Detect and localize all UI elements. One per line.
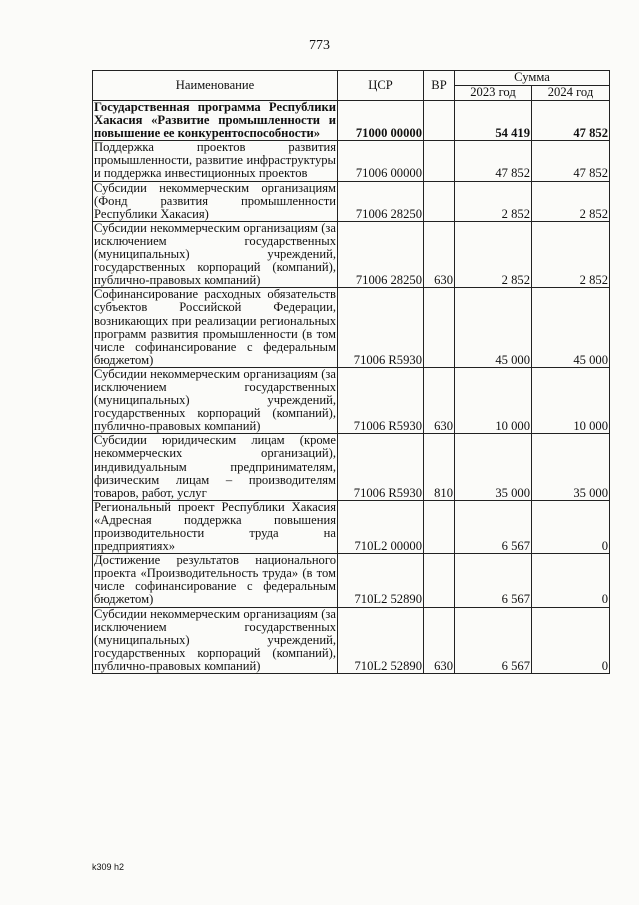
- table-row: [93, 221, 610, 287]
- row-name: Субсидии некоммерческим организациям (за исключением государственных (муниципальных) учреждений, государственных корпораций (компаний), публично-правовых компаний): [94, 366, 336, 434]
- row-csr: 710L2 52890: [338, 554, 424, 607]
- row-sum-2023: 6 567: [455, 554, 532, 607]
- table-body: [93, 101, 610, 674]
- row-sum-2023: 2 852: [455, 181, 532, 221]
- row-name: Государственная программа Республики Хакасия «Развитие промышленности и повышение ее конкурентоспособности»: [94, 100, 336, 141]
- row-csr: 71000 00000: [338, 101, 424, 141]
- row-csr: 71006 00000: [338, 141, 424, 181]
- row-sum-2023: 6 567: [455, 607, 532, 673]
- page-number: 773: [309, 38, 330, 53]
- row-sum-2024: 0: [532, 607, 610, 673]
- row-sum-2024: 45 000: [532, 288, 610, 368]
- row-vr: [424, 101, 455, 141]
- header-year-2023: 2023 год: [455, 86, 532, 101]
- table-row: [93, 367, 610, 433]
- row-csr: 71006 R5930: [338, 288, 424, 368]
- row-sum-2023: 6 567: [455, 500, 532, 553]
- footer-code: k309 h2: [92, 862, 125, 872]
- row-vr: [424, 554, 455, 607]
- row-csr: 71006 R5930: [338, 367, 424, 433]
- row-vr: [424, 141, 455, 181]
- row-vr: 630: [424, 607, 455, 673]
- row-name: Субсидии юридическим лицам (кроме некоммерческих организаций), индивидуальным предпринимателям, физическим лицам – производителям товаров, работ, услуг: [94, 433, 336, 500]
- table-row: [93, 434, 610, 500]
- row-sum-2024: 47 852: [532, 101, 610, 141]
- row-csr: 71006 R5930: [338, 434, 424, 500]
- row-sum-2024: 35 000: [532, 434, 610, 500]
- row-vr: 630: [424, 367, 455, 433]
- header-csr: ЦСР: [338, 71, 424, 101]
- row-vr: [424, 181, 455, 221]
- row-csr: 710L2 52890: [338, 607, 424, 673]
- row-vr: 810: [424, 434, 455, 500]
- row-sum-2023: 45 000: [455, 288, 532, 368]
- row-name: Субсидии некоммерческим организациям (за исключением государственных (муниципальных) учреждений, государственных корпораций (компаний), публично-правовых компаний): [94, 606, 336, 673]
- table-row: [93, 554, 610, 607]
- row-sum-2024: 0: [532, 554, 610, 607]
- row-vr: [424, 500, 455, 553]
- row-name: Софинансирование расходных обязательств субъектов Российской Федерации, возникающих при реализации региональных программ развития промышленности (в том числе софинансирование с федеральным бюджетом): [94, 287, 336, 367]
- table-row: [93, 101, 610, 141]
- row-vr: [424, 288, 455, 368]
- row-name: Достижение результатов национального проекта «Производительность труда» (в том числе софинансирование с федеральным бюджетом): [94, 553, 336, 607]
- header-year-2024: 2024 год: [532, 86, 610, 101]
- row-csr: 71006 28250: [338, 181, 424, 221]
- header-vr: ВР: [424, 71, 455, 101]
- table-row: [93, 288, 610, 368]
- row-sum-2023: 35 000: [455, 434, 532, 500]
- header-name: Наименование: [93, 71, 338, 101]
- table-row: [93, 181, 610, 221]
- row-name: Субсидии некоммерческим организациям (Фонд развития промышленности Республики Хакасия): [94, 180, 336, 221]
- row-sum-2024: 2 852: [532, 221, 610, 287]
- header-sum: Сумма: [455, 71, 610, 86]
- row-sum-2024: 2 852: [532, 181, 610, 221]
- row-name: Поддержка проектов развития промышленности, развитие инфраструктуры и поддержка инвестиционных проектов: [94, 140, 336, 181]
- row-csr: 710L2 00000: [338, 500, 424, 553]
- table-row: [93, 500, 610, 553]
- row-vr: 630: [424, 221, 455, 287]
- table-row: [93, 607, 610, 673]
- row-sum-2023: 10 000: [455, 367, 532, 433]
- row-sum-2023: 47 852: [455, 141, 532, 181]
- row-sum-2024: 47 852: [532, 141, 610, 181]
- row-name: Субсидии некоммерческим организациям (за исключением государственных (муниципальных) учреждений, государственных корпораций (компаний), публично-правовых компаний): [94, 220, 336, 288]
- row-name: Региональный проект Республики Хакасия «Адресная поддержка повышения производительности труда на предприятиях»: [94, 499, 336, 554]
- budget-table: [92, 70, 610, 674]
- table-row: [93, 141, 610, 181]
- row-csr: 71006 28250: [338, 221, 424, 287]
- row-sum-2023: 2 852: [455, 221, 532, 287]
- row-sum-2024: 0: [532, 500, 610, 553]
- row-sum-2023: 54 419: [455, 101, 532, 141]
- row-sum-2024: 10 000: [532, 367, 610, 433]
